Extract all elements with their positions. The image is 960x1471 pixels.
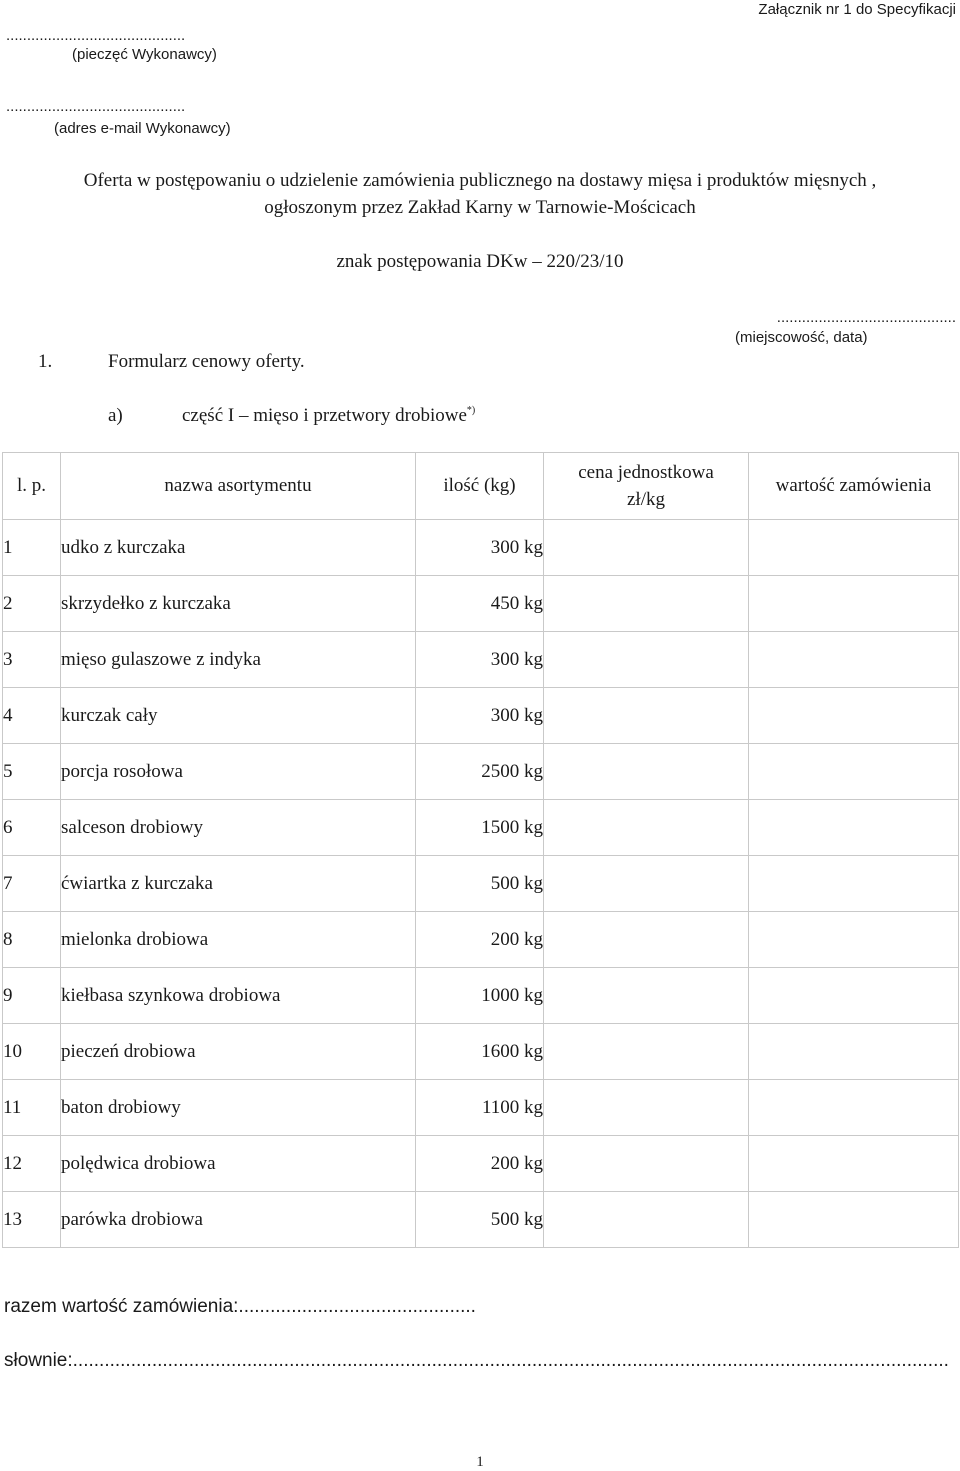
- cell-product-name: porcja rosołowa: [61, 744, 416, 800]
- cell-lp: 2: [3, 576, 61, 632]
- document-title-line-2: ogłoszonym przez Zakład Karny w Tarnowie-Mościcach: [264, 197, 696, 218]
- header-unit-price-line-2: zł/kg: [627, 489, 665, 510]
- table-row: [3, 632, 959, 688]
- cell-quantity: 200 kg: [416, 1136, 544, 1192]
- cell-order-value-input[interactable]: [749, 968, 959, 1024]
- cell-lp: 10: [3, 1024, 61, 1080]
- cell-product-name: baton drobiowy: [61, 1080, 416, 1136]
- cell-lp: 6: [3, 800, 61, 856]
- cell-order-value-input[interactable]: [749, 632, 959, 688]
- stamp-signature-line: ...........................................: [6, 27, 186, 44]
- cell-unit-price-input[interactable]: [544, 1024, 749, 1080]
- header-unit-price: [544, 453, 749, 520]
- cell-product-name: skrzydełko z kurczaka: [61, 576, 416, 632]
- table-row: [3, 1024, 959, 1080]
- table-row: [3, 576, 959, 632]
- table-row: [3, 688, 959, 744]
- procedure-reference: znak postępowania DKw – 220/23/10: [336, 251, 624, 272]
- cell-order-value-input[interactable]: [749, 520, 959, 576]
- email-label: (adres e-mail Wykonawcy): [54, 120, 231, 137]
- header-order-value: wartość zamówienia: [749, 453, 959, 520]
- header-name: nazwa asortymentu: [61, 453, 416, 520]
- total-order-value-line: razem wartość zamówienia:.............................................: [4, 1296, 476, 1317]
- table-row: [3, 1136, 959, 1192]
- cell-quantity: 300 kg: [416, 688, 544, 744]
- stamp-label: (pieczęć Wykonawcy): [72, 46, 217, 63]
- place-date-line: ...........................................: [776, 309, 956, 326]
- cell-unit-price-input[interactable]: [544, 1136, 749, 1192]
- cell-order-value-input[interactable]: [749, 1136, 959, 1192]
- cell-lp: 12: [3, 1136, 61, 1192]
- cell-unit-price-input[interactable]: [544, 576, 749, 632]
- cell-order-value-input[interactable]: [749, 800, 959, 856]
- cell-product-name: ćwiartka z kurczaka: [61, 856, 416, 912]
- document-title-line-1: Oferta w postępowaniu o udzielenie zamówienia publicznego na dostawy mięsa i produktów mięsnych ,: [83, 170, 877, 191]
- cell-product-name: pieczeń drobiowa: [61, 1024, 416, 1080]
- cell-product-name: salceson drobiowy: [61, 800, 416, 856]
- cell-unit-price-input[interactable]: [544, 632, 749, 688]
- cell-lp: 5: [3, 744, 61, 800]
- cell-lp: 4: [3, 688, 61, 744]
- cell-unit-price-input[interactable]: [544, 1080, 749, 1136]
- cell-order-value-input[interactable]: [749, 856, 959, 912]
- cell-product-name: kurczak cały: [61, 688, 416, 744]
- table-row: [3, 800, 959, 856]
- cell-unit-price-input[interactable]: [544, 968, 749, 1024]
- cell-unit-price-input[interactable]: [544, 520, 749, 576]
- cell-unit-price-input[interactable]: [544, 912, 749, 968]
- cell-order-value-input[interactable]: [749, 576, 959, 632]
- header-quantity: ilość (kg): [416, 453, 544, 520]
- table-row: [3, 912, 959, 968]
- cell-order-value-input[interactable]: [749, 744, 959, 800]
- cell-quantity: 450 kg: [416, 576, 544, 632]
- cell-product-name: mielonka drobiowa: [61, 912, 416, 968]
- cell-order-value-input[interactable]: [749, 912, 959, 968]
- cell-unit-price-input[interactable]: [544, 800, 749, 856]
- cell-quantity: 1600 kg: [416, 1024, 544, 1080]
- cell-product-name: mięso gulaszowe z indyka: [61, 632, 416, 688]
- cell-quantity: 1100 kg: [416, 1080, 544, 1136]
- table-header-row: [3, 453, 959, 520]
- cell-product-name: kiełbasa szynkowa drobiowa: [61, 968, 416, 1024]
- table-row: [3, 520, 959, 576]
- place-date-label: (miejscowość, data): [735, 329, 868, 346]
- cell-quantity: 1500 kg: [416, 800, 544, 856]
- cell-unit-price-input[interactable]: [544, 744, 749, 800]
- amount-in-words-line: słownie:......................................................................................................................................................................: [4, 1350, 949, 1371]
- cell-lp: 8: [3, 912, 61, 968]
- subsection-title-text: część I – mięso i przetwory drobiowe: [182, 405, 467, 426]
- cell-lp: 7: [3, 856, 61, 912]
- cell-quantity: 500 kg: [416, 856, 544, 912]
- cell-quantity: 2500 kg: [416, 744, 544, 800]
- cell-lp: 13: [3, 1192, 61, 1248]
- cell-order-value-input[interactable]: [749, 1024, 959, 1080]
- cell-lp: 11: [3, 1080, 61, 1136]
- email-signature-line: ...........................................: [6, 98, 186, 115]
- header-lp: l. p.: [3, 453, 61, 520]
- table-row: [3, 856, 959, 912]
- footnote-mark: *): [466, 405, 476, 416]
- subsection-title: [182, 405, 475, 427]
- table-row: [3, 1080, 959, 1136]
- cell-lp: 3: [3, 632, 61, 688]
- subsection-letter: a): [108, 405, 123, 426]
- cell-quantity: 1000 kg: [416, 968, 544, 1024]
- section-title: Formularz cenowy oferty.: [108, 351, 305, 372]
- cell-quantity: 300 kg: [416, 520, 544, 576]
- section-number: 1.: [38, 351, 53, 372]
- header-unit-price-line-1: cena jednostkowa: [578, 462, 714, 483]
- cell-quantity: 500 kg: [416, 1192, 544, 1248]
- cell-product-name: udko z kurczaka: [61, 520, 416, 576]
- table-row: [3, 1192, 959, 1248]
- cell-product-name: parówka drobiowa: [61, 1192, 416, 1248]
- cell-unit-price-input[interactable]: [544, 1192, 749, 1248]
- cell-unit-price-input[interactable]: [544, 688, 749, 744]
- cell-order-value-input[interactable]: [749, 1080, 959, 1136]
- table-row: [3, 968, 959, 1024]
- cell-quantity: 200 kg: [416, 912, 544, 968]
- price-form-table: [2, 452, 959, 1248]
- cell-product-name: polędwica drobiowa: [61, 1136, 416, 1192]
- page-number: 1: [476, 1454, 484, 1470]
- cell-lp: 1: [3, 520, 61, 576]
- cell-quantity: 300 kg: [416, 632, 544, 688]
- cell-order-value-input[interactable]: [749, 1192, 959, 1248]
- annex-label: Załącznik nr 1 do Specyfikacji: [758, 1, 956, 18]
- cell-unit-price-input[interactable]: [544, 856, 749, 912]
- table-row: [3, 744, 959, 800]
- cell-order-value-input[interactable]: [749, 688, 959, 744]
- cell-lp: 9: [3, 968, 61, 1024]
